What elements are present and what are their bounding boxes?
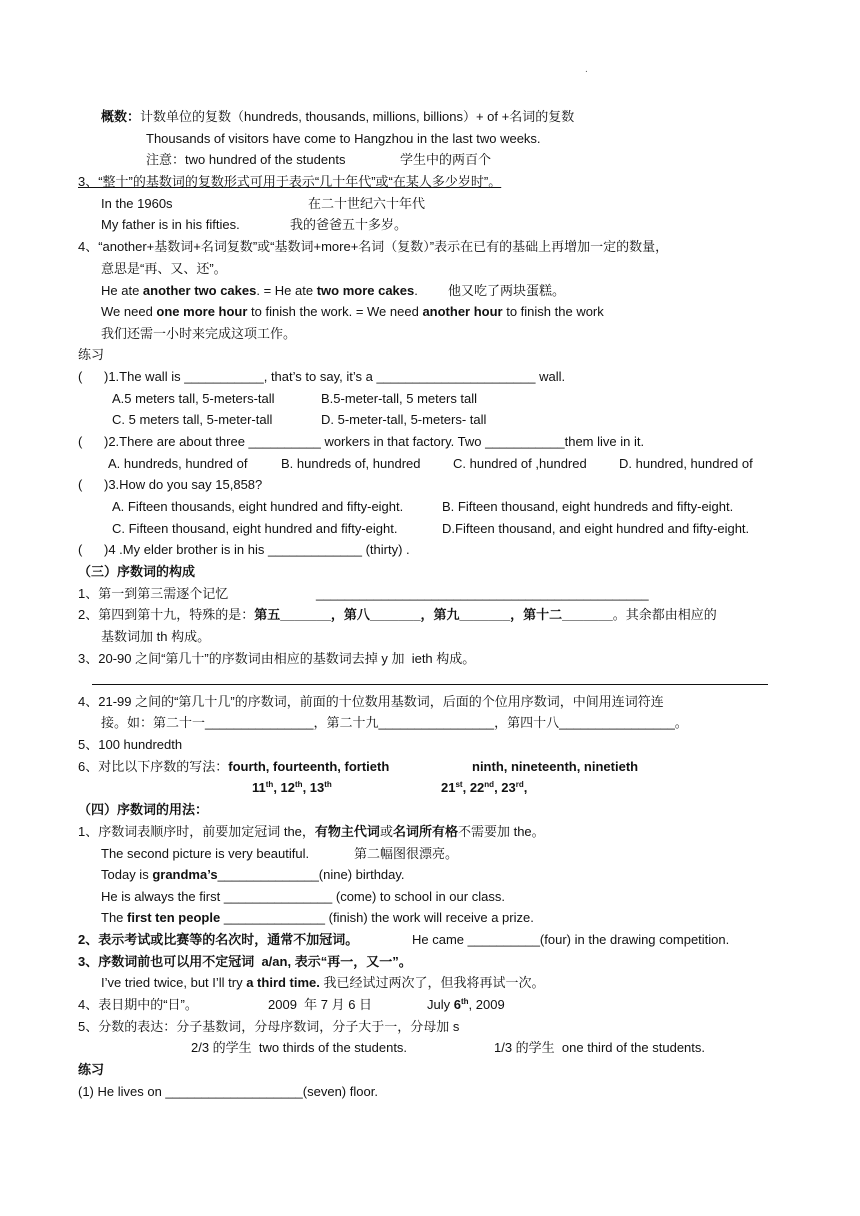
exercise-heading-2: 练习 (78, 1062, 105, 1077)
question-1-options-ab: A.5 meters tall, 5-meters-tall B.5-meter-tall, 5 meters tall (112, 391, 478, 406)
rule-4-heading: 4、“another+基数词+名词复数”或“基数词+more+名词（复数）”表示在已有的基础上再增加一定的数量， (78, 239, 669, 254)
usage-rule-1: 1、序数词表顺序时，前要加定冠词 the，有物主代词或名词所有格不需要加 the。 (78, 824, 545, 839)
ordinal-rule-4: 4、21-99 之间的“第几十几”的序数词，前面的十位数用基数词，后面的个位用序数词，中间用连词符连 (78, 694, 664, 709)
rule-3-heading: 3、“整十”的基数词的复数形式可用于表示“几十年代”或“在某人多少岁时”。 (78, 174, 502, 189)
answer-line (92, 684, 768, 685)
ordinal-rule-5: 5、100 hundredth (78, 737, 183, 752)
question-3-options-ab: A. Fifteen thousands, eight hundred and fifty-eight. B. Fifteen thousand, eight hundreds and fifty-eight. (112, 499, 734, 514)
example-1960s: In the 1960s 在二十世纪六十年代 (101, 196, 426, 211)
usage-rule-5: 5、分数的表达：分子基数词，分母序数词，分子大于一，分母加 s (78, 1019, 460, 1034)
question-1-options-cd: C. 5 meters tall, 5-meter-tall D. 5-meter-tall, 5-meters- tall (112, 412, 487, 427)
question-2: ( )2.There are about three __________ workers in that factory. Two ___________them live in it. (78, 434, 645, 449)
ordinal-suffix-examples-2: 21st, 22nd, 23rd, (441, 780, 528, 795)
example-hour-translation: 我们还需一小时来完成这项工作。 (101, 326, 297, 341)
example-cakes: He ate another two cakes. = He ate two more cakes. 他又吃了两块蛋糕。 (101, 283, 566, 298)
example-hour: We need one more hour to finish the work. = We need another hour to finish the work (101, 304, 604, 319)
ordinal-rule-4-cont: 接。如：第二十一_______________，第二十九________________，第四十八________________。 (101, 715, 688, 730)
question-3-options-cd: C. Fifteen thousand, eight hundred and fifty-eight. D.Fifteen thousand, and eight hundred and fifty-eight. (112, 521, 750, 536)
usage-rule-3: 3、序数词前也可以用不定冠词 a/an, 表示“再一，又一”。 (78, 954, 412, 969)
exercise-1: (1) He lives on ___________________(seven) floor. (78, 1084, 378, 1099)
question-2-options: A. hundreds, hundred of B. hundreds of, hundred C. hundred of ,hundred D. hundred, hundred of (108, 456, 753, 471)
ordinal-rule-1: 1、第一到第三需逐个记忆 ______________________________________________ (78, 586, 649, 601)
rule-4-meaning: 意思是“再、又、还”。 (101, 261, 227, 276)
example-sentence: Thousands of visitors have come to Hangzhou in the last two weeks. (146, 131, 541, 146)
ordinal-rule-2: 2、第四到第十九，特殊的是：第五_______，第八_______，第九_______，第十二_______。其余都由相应的 (78, 607, 717, 622)
ordinal-suffix-examples-1: 11th, 12th, 13th (252, 780, 332, 795)
example-first-ten: The first ten people ______________ (finish) the work will receive a prize. (101, 910, 534, 925)
approx-label: 概数： (101, 109, 141, 124)
usage-rule-4: 4、表日期中的“日”。 2009 年 7 月 6 日 July 6th, 2009 (78, 997, 505, 1012)
ordinal-rule-3: 3、20-90 之间“第几十”的序数词由相应的基数词去掉 y 加 ieth 构成。 (78, 651, 476, 666)
question-4: ( )4 .My elder brother is in his _____________ (thirty) . (78, 542, 410, 557)
header-dot: . (585, 64, 588, 75)
approx-rule-line (101, 108, 574, 126)
ordinal-rule-6: 6、对比以下序数的写法：fourth, fourteenth, fortieth ninth, nineteenth, ninetieth (78, 759, 639, 774)
example-birthday: Today is grandma’s______________(nine) birthday. (101, 867, 405, 882)
note-line: 注意：two hundred of the students 学生中的两百个 (146, 152, 492, 167)
example-picture: The second picture is very beautiful. 第二幅图很漂亮。 (101, 846, 459, 861)
example-first: He is always the first _______________ (come) to school in our class. (101, 889, 505, 904)
section-4-heading: （四）序数词的用法： (78, 802, 209, 817)
exercise-heading: 练习 (78, 347, 105, 362)
section-3-heading: （三）序数词的构成 (78, 564, 196, 579)
question-1: ( )1.The wall is ___________, that’s to say, it’s a ______________________ wall. (78, 369, 566, 384)
approx-rule: 计数单位的复数（hundreds, thousands, millions, billions）+ of +名词的复数 (140, 109, 575, 124)
question-3: ( )3.How do you say 15,858? (78, 477, 263, 492)
fraction-examples: 2/3 的学生 two thirds of the students. 1/3 的学生 one third of the students. (191, 1040, 706, 1055)
example-third-time: I’ve tried twice, but I’ll try a third time. 我已经试过两次了，但我将再试一次。 (101, 975, 545, 990)
usage-rule-2: 2、表示考试或比赛等的名次时，通常不加冠词。 He came __________(four) in the drawing competition. (78, 932, 730, 947)
ordinal-rule-2-cont: 基数词加 th 构成。 (101, 629, 211, 644)
example-fifties: My father is in his fifties. 我的爸爸五十多岁。 (101, 217, 408, 232)
